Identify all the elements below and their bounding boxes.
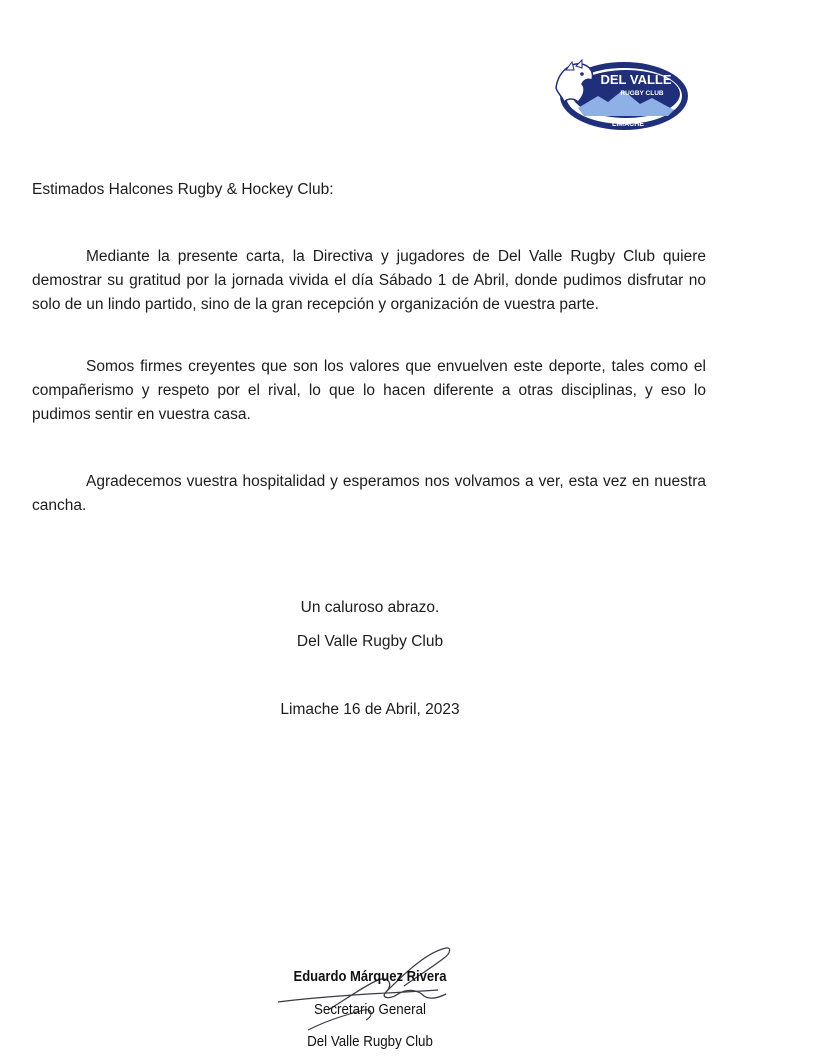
handwritten-signature [268, 940, 468, 1035]
dateline: Limache 16 de Abril, 2023 [280, 701, 460, 718]
paragraph-1: Mediante la presente carta, la Directiva y jugadores de Del Valle Rugby Club quiere demostrar su gratitud por la jornada vivida el día Sábado 1 de Abril, donde pudimos disfrutar no solo de un lindo partido, sino de la gran recepción y organización de vuestra parte. [32, 248, 706, 313]
signatory-club: Del Valle Rugby Club [307, 1034, 433, 1050]
club-logo [548, 58, 690, 136]
logo-title: DEL VALLE [600, 72, 672, 87]
greeting: Estimados Halcones Rugby & Hockey Club: [32, 181, 334, 198]
sender-club: Del Valle Rugby Club [296, 633, 444, 650]
signatory-name: Eduardo Márquez Rivera [293, 969, 447, 985]
closing: Un caluroso abrazo. [300, 599, 440, 616]
logo-subtitle: RUGBY CLUB [620, 90, 664, 97]
paragraph-3: Agradecemos vuestra hospitalidad y esperamos nos volvamos a ver, esta vez en nuestra cancha. [32, 473, 706, 514]
signatory-title: Secretario General [314, 1002, 426, 1018]
logo-city: LIMACHE [612, 121, 644, 128]
falcon-eye-icon [580, 72, 584, 76]
paragraph-2: Somos firmes creyentes que son los valores que envuelven este deporte, tales como el compañerismo y respeto por el rival, lo que lo hacen diferente a otras disciplinas, y eso lo pudimos sentir en vuestra casa. [32, 358, 706, 423]
